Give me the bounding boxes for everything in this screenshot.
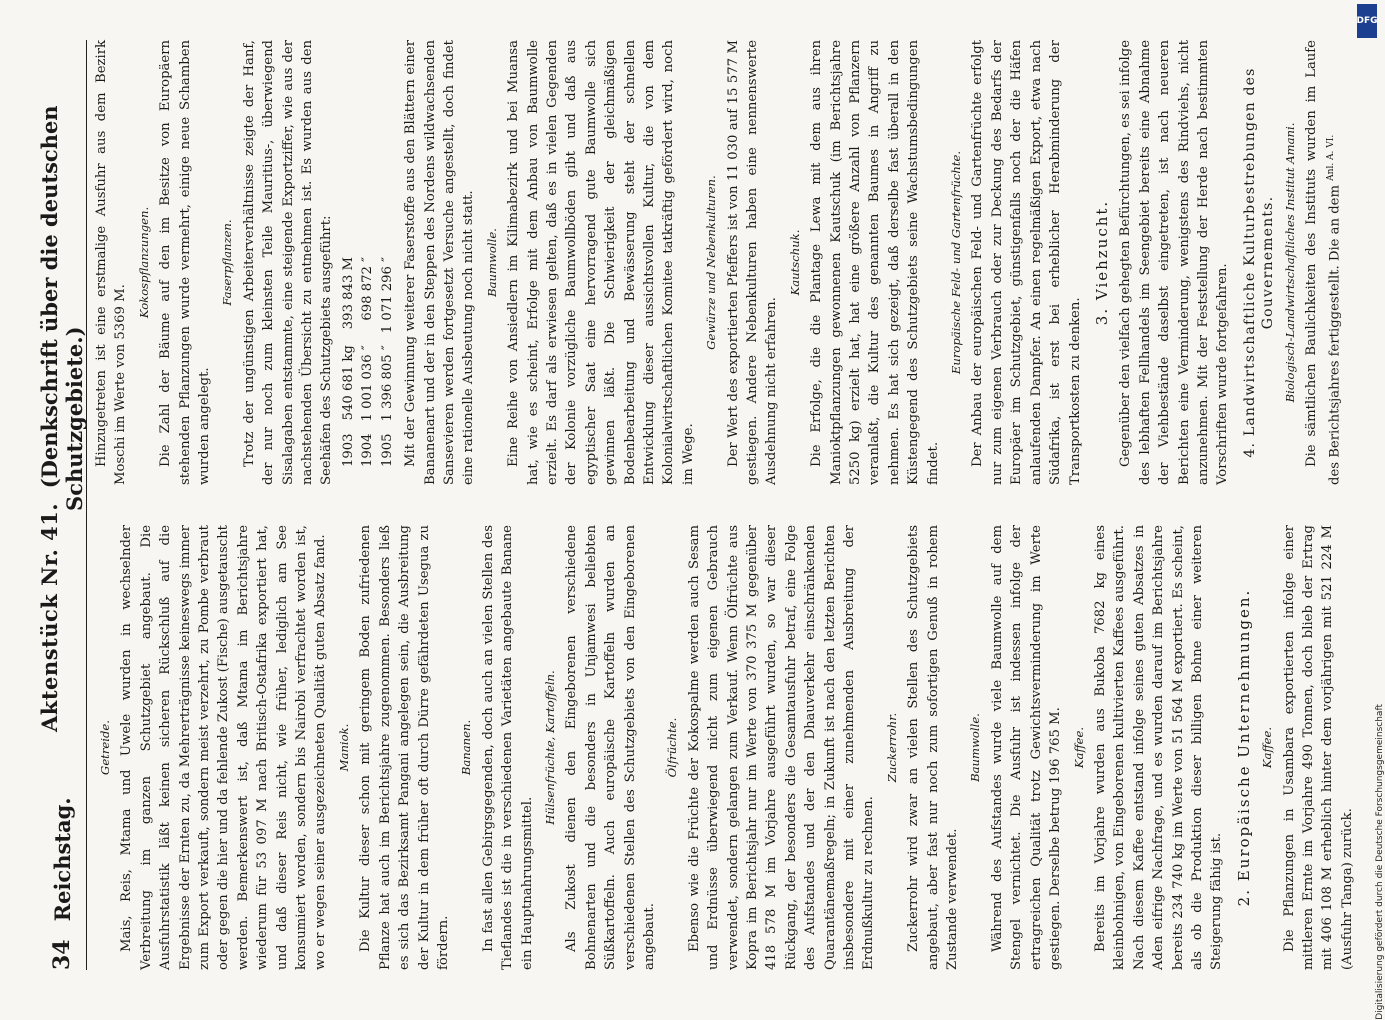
table-cell-mark: 1 071 296 ″ [379,256,395,334]
heading-amani: Biologisch-Landwirtschaftliches Institut Amani. [1282,122,1297,403]
page-header [37,40,87,970]
page-number: 34 [49,939,75,970]
heading-bananen: Bananen. [459,719,474,776]
paragraph-faserpflanzen: Trotz der ungünstigen Arbeiterverhältnisse zeigte der Hanf, der nur noch zum kleinsten Teile Mauritius-, überwiegend Sisalagaben entstammte, eine steigende Exportziffer, wie aus der nachstehenden Übersicht zu entnehmen ist. Es wurden aus den Seehäfen des Schutzgebiets ausgeführt: [241,40,335,485]
paragraph-kaffee: Bereits im Vorjahre wurden aus Bukoba 7682 kg eines kleinbohnigen, von Eingeborenen kultivierten Kaffees ausgeführt. Nach diesem Kaffee entstand infolge seines guten Absatzes in Aden eifrige Nachfrage, und es wurden darauf im Berichtsjahre bereits 234 740 kg im Werte von 51 564 M exportiert. Es scheint, als ob die Produktion dieser billigen Bohne einer weiteren Steigerung fähig ist. [1092,525,1225,970]
table-cell-year: 1904 [360,433,376,467]
left-column [92,525,1355,970]
paragraph-zuckerrohr: Zuckerrohr wird zwar an vielen Stellen des Schutzgebiets angebaut, aber fast nur noch zum sofortigen Genuß in rohem Zustande verwendet. [906,525,961,970]
table-cell-year: 1905 [379,433,395,467]
heading-kokospflanzungen: Kokospflanzungen. [136,206,151,319]
table-cell-mark: 698 872 ″ [360,256,376,321]
table-cell-kg: 540 681 kg [340,345,356,421]
section-heading-3: 3. Viehzucht. [1092,199,1111,326]
heading-kaffee-2: Kaffee. [1260,726,1275,769]
paragraph-huelsenfruechte: Als Zukost dienen den Eingeborenen verschiedene Bohnenarten und die besonders in Unjamwesi beliebten Süßkartoffeln. Auch europäische Kartoffeln wurden an verschiedenen Stellen des Schutzgebiets von den Eingeborenen angebaut. [564,525,657,970]
section-heading-2: 2. Europäische Unternehmungen. [1234,588,1253,907]
document-number: Aktenstück Nr. 41. [37,502,62,732]
paragraph-feldfruechte: Der Anbau der europäischen Feld- und Gartenfrüchte erfolgt nur zum eigenen Verbrauch oder zur Deckung des Bedarfs der Europäer im Schutzgebiet, günstigenfalls noch der die Häfen anlaufenden Dampfer. An einen regelmäßigen Export, etwa nach Südafrika, ist erst bei erheblicher Herabminderung der Transportkosten zu denken. [970,40,1083,485]
header-left: Reichstag. [49,797,75,922]
digitization-credit: Digitalisierung gefördert durch die Deutsche Forschungsgemeinschaft [1375,704,1385,1020]
paragraph-oelfruechte: Ebenso wie die Früchte der Kokospalme werden auch Sesam und Erdnüsse überwiegend nicht zum eigenen Gebrauch verwendet, sondern gelangen zum Verkauf. Wenn Ölfrüchte aus Kopra im Berichtsjahr nur im Werte von 370 375 M gegenüber 418 578 M im Vorjahre ausgeführt wurden, so war dieser Rückgang, der besonders die Gesamtausfuhr betraf, eine Folge des Aufstandes und der den Dhauverkehr einschränkenden Quarantänemaßregeln; in Zukunft ist nach den letzten Berichten insbesondere mit einer zunehmenden Ausbreitung der Erdnußkultur zu rechnen. [686,525,877,970]
paragraph-amani [1302,40,1344,485]
paragraph-intro: Hinzugetreten ist eine erstmalige Ausfuhr aus dem Bezirk Moschi im Werte von 5369 M. [94,40,129,485]
paragraph-gewuerze: Der Wert des exportierten Pfeffers ist von 11 030 auf 15 577 M gestiegen. Andere Nebenkulturen haben eine nennenswerte Ausdehnung nicht erfahren. [725,40,780,485]
heading-zuckerrohr: Zuckerrohr. [884,712,899,783]
paragraph-baumwolle-right: Eine Reihe von Ansiedlern im Kilimabezirk und bei Muansa hat, wie es scheint, Erfolge mit dem Anbau von Baumwolle erzielt. Es darf als erwiesen gelten, daß es in vielen Gegenden der Kolonie vorzügliche Baumwollböden gibt und daß aus egyptischer Saat eine hervorragend gute Baumwolle sich gewinnen läßt. Die Schwierigkeit der gleichmäßigen Bodenbearbeitung und Bewässerung steht der schnellen Entwicklung dieser aussichtsvollen Kultur, die von dem Kolonialwirtschaftlichen Komitee tatkräftig gefördert wird, noch im Wege. [506,40,696,485]
table-cell-kg: 1 001 036 ″ [360,345,376,422]
dfg-logo: DFG [1357,4,1377,38]
paragraph-kokospflanzungen: Die Zahl der Bäume auf den im Besitze von Europäern stehenden Pflanzungen wurde vermehrt, einige neue Schamben wurden angelegt. [158,40,213,485]
heading-huelsenfruechte: Hülsenfrüchte, Kartoffeln. [542,670,557,825]
table-cell-kg: 1 396 805 ″ [379,345,395,422]
margin-note: Anl. A. VI. [1325,134,1336,181]
amani-text: Die sämtlichen Baulichkeiten des Instituts wurden im Laufe des Berichtsjahres fertiggestellt. Die an dem [1304,40,1342,485]
heading-maniok: Maniok. [336,723,351,772]
heading-oelfruechte: Ölfrüchte. [665,717,680,778]
right-column [92,40,1342,485]
paragraph-faserstoffe: Mit der Gewinnung weiterer Faserstoffe aus den Blättern einer Bananenart und der in den Steppen des Nordens wildwachsenden Sansevieren werden fortgesetzt Versuche angestellt, doch findet eine rationelle Ausbeutung noch nicht statt. [403,40,477,485]
table-row [339,251,358,473]
export-table [339,251,397,473]
paragraph-baumwolle: Während des Aufstandes wurde viele Baumwolle auf dem Stengel vernichtet. Die Ausfuhr ist indessen infolge der ertragreichen Qualität trotz Gewichtsverminderung im Werte gestiegen. Derselbe betrug 196 765 M. [989,525,1064,970]
heading-gewuerze: Gewürze und Nebenkulturen. [704,175,719,350]
table-cell-year: 1903 [340,433,356,467]
heading-baumwolle: Baumwolle. [968,713,983,782]
heading-kautschuk: Kautschuk. [787,229,802,296]
table-row [378,251,397,473]
paragraph-getreide: Mais, Reis, Mtama und Uwele wurden in wechselnder Verbreitung im ganzen Schutzgebiet angebaut. Die Ausfuhrstatistik läßt keinen sicheren Rückschluß auf die Ergebnisse der Ernten zu, da Mehrerträgnisse keineswegs immer zum Export verkauft, sondern meist verzehrt, zu Pombe verbraut oder gegen die hier und da fehlende Zukost (Fische) ausgetauscht werden. Bemerkenswert ist, daß Mtama im Berichtsjahre wiederum für 53 097 M nach Britisch-Ostafrika exportiert hat, und daß dieser Reis nicht, wie früher, lediglich am See konsumiert worden, sondern bis Nairobi verfrachtet worden ist, wo er wegen seiner ausgezeichneten Qualität guten Absatz fand. [119,525,329,970]
heading-getreide: Getreide. [98,720,112,775]
heading-faserpflanzen: Faserpflanzen. [220,219,235,306]
digitization-sidebar [1356,4,1385,1020]
paragraph-kautschuk: Die Erfolge, die die Plantage Lewa mit dem aus ihren Manioktpflanzungen gewonnenen Kautschuk (im Berichtsjahre 5250 kg) erzielt hat, hat eine größere Anzahl von Pflanzern veranlaßt, die Kultur des genannten Baumes in Angriff zu nehmen. Es hat sich gezeigt, daß derselbe fast überall in den Küstengegend des Schutzgebiets seine Wachstumsbedingungen findet. [809,40,941,485]
paragraph-kaffee-2: Die Pflanzungen in Usambara exportierten infolge einer mittleren Ernte im Vorjahre 490 Tonnen, doch blieb der Ertrag mit 406 108 M erheblich hinter dem vorjährigen mit 521 224 M (Ausfuhr Tanga) zurück. [1281,525,1355,970]
table-row [358,251,377,473]
paragraph-viehzucht: Gegenüber den vielfach gehegten Befürchtungen, es sei infolge des lebhaften Fellhandels im Seengebiet bereits eine Abnahme der Viehbestände daselbst eingetreten, ist nach neueren Berichten eine Verminderung, wenigstens des Rindviehs, nicht anzunehmen. Mit der Feststellung der Herde nach bestimmten Vorschriften wurde fortgefahren. [1118,40,1231,485]
header-rule [86,40,87,970]
paragraph-bananen: In fast allen Gebirgsgegenden, doch auch an vielen Stellen des Tieflandes ist die in verschiedenen Varietäten angebaute Banane ein Hauptnahrungsmittel. [480,525,535,970]
section-heading-4: 4. Landwirtschaftliche Kulturbestrebungen des Gouvernements. [1241,67,1276,458]
heading-baumwolle-right: Baumwolle. [484,228,499,297]
document-subtitle: (Denkschrift über die deutschen Schutzgebiete.) [37,105,87,511]
table-cell-mark: 393 843 M [340,256,356,330]
heading-kaffee: Kaffee. [1071,726,1086,769]
heading-feldfruechte: Europäische Feld- und Gartenfrüchte. [949,150,964,375]
paragraph-maniok: Die Kultur dieser schon mit geringem Boden zufriedenen Pflanze hat auch im Berichtsjahre zugenommen. Besonders ließ es sich das Bezirksamt Pangani angelegen sein, die Ausbreitung der Kultur in dem früher oft durch Dürre gefährdeten Usegua zu fördern. [358,525,451,970]
header-title [37,40,87,797]
